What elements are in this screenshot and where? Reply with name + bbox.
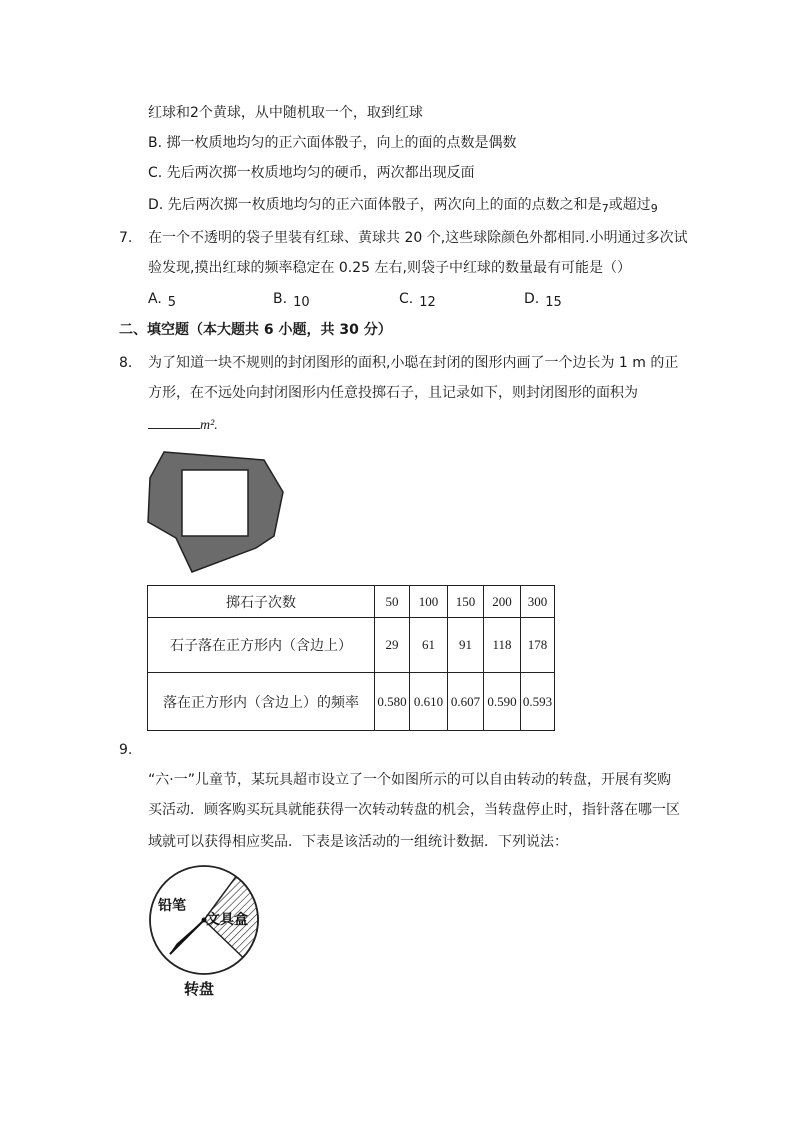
- inner-square: [182, 470, 248, 536]
- q6-option-c: C. 先后两次掷一枚质地均匀的硬币，两次都出现反面: [148, 165, 475, 181]
- q7-line1: 在一个不透明的袋子里装有红球、黄球共 20 个,这些球除颜色外都相同.小明通过多次试: [148, 230, 688, 246]
- q7-option-c-value: 12: [419, 295, 436, 310]
- q7-number: 7.: [119, 230, 133, 246]
- q7-option-a-label: A.: [148, 291, 162, 307]
- table-cell: 118: [484, 618, 521, 673]
- spinner-caption: 转盘: [184, 980, 215, 998]
- q7-option-b-label: B.: [273, 291, 288, 307]
- q7-option-a-value: 5: [167, 295, 177, 310]
- q7-option-d[interactable]: [524, 289, 562, 310]
- q9-line2: 买活动．顾客购买玩具就能获得一次转动转盘的机会，当转盘停止时，指针落在哪一区: [148, 802, 680, 818]
- q7-option-d-value: 15: [545, 295, 562, 310]
- q9-line1: “六·一”儿童节，某玩具超市设立了一个如图所示的可以自由转动的转盘，开展有奖购: [148, 772, 671, 788]
- q7-line2: 验发现,摸出红球的频率稳定在 0.25 左右,则袋子中红球的数量最有可能是（）: [148, 260, 631, 276]
- q7-option-a[interactable]: [148, 289, 176, 310]
- irregular-shape-figure: [146, 448, 286, 576]
- q6-option-d-or: 或超过: [608, 197, 651, 213]
- q6-option-a-continued: 红球和2个黄球，从中随机取一个，取到红球: [148, 105, 423, 121]
- table-row: [148, 618, 555, 673]
- table-row-label: 掷石子次数: [148, 586, 375, 618]
- q8-line1: 为了知道一块不规则的封闭图形的面积,小聪在封闭的图形内画了一个边长为 1 m 的正: [148, 355, 679, 371]
- table-cell: 0.593: [521, 673, 555, 731]
- table-cell: 150: [448, 586, 484, 618]
- q9-line3: 域就可以获得相应奖品．下表是该活动的一组统计数据．下列说法：: [148, 834, 568, 850]
- q8-answer-line: [148, 414, 218, 436]
- q6-option-d-num2: 9: [650, 202, 658, 215]
- table-cell: 0.580: [375, 673, 410, 731]
- table-row-label: 石子落在正方形内（含边上）: [148, 618, 375, 673]
- table-row: [148, 586, 555, 618]
- spinner-label-box: 文具盒: [206, 912, 248, 928]
- q9-number: 9.: [119, 742, 133, 758]
- q8-frequency-table: [147, 585, 555, 731]
- spinner-label-pencil: 铅笔: [158, 898, 186, 914]
- table-cell: 29: [375, 618, 410, 673]
- table-cell: 61: [410, 618, 448, 673]
- q6-option-d-num1: 7: [601, 202, 609, 215]
- q6-option-d: [148, 195, 658, 216]
- table-cell: 91: [448, 618, 484, 673]
- q7-option-c[interactable]: [399, 289, 436, 310]
- table-row: [148, 673, 555, 731]
- table-cell: 100: [410, 586, 448, 618]
- table-cell: 0.607: [448, 673, 484, 731]
- table-cell: 300: [521, 586, 555, 618]
- table-cell: 50: [375, 586, 410, 618]
- table-row-label: 落在正方形内（含边上）的频率: [148, 673, 375, 731]
- q6-option-d-text: D. 先后两次掷一枚质地均匀的正六面体骰子，两次向上的面的点数之和是: [148, 197, 602, 213]
- q8-unit: m².: [200, 418, 218, 433]
- q8-line2: 方形，在不远处向封闭图形内任意投掷石子，且记录如下，则封闭图形的面积为: [148, 385, 638, 401]
- q7-option-b[interactable]: [273, 289, 310, 310]
- spinner-figure: [144, 864, 284, 1004]
- table-cell: 0.610: [410, 673, 448, 731]
- q8-number: 8.: [119, 355, 133, 371]
- table-cell: 178: [521, 618, 555, 673]
- q7-option-b-value: 10: [293, 295, 310, 310]
- q7-option-c-label: C.: [399, 291, 414, 307]
- table-cell: 0.590: [484, 673, 521, 731]
- q8-answer-blank[interactable]: [148, 414, 200, 429]
- q7-option-d-label: D.: [524, 291, 540, 307]
- table-cell: 200: [484, 586, 521, 618]
- section-title-fill-in: 二、填空题（本大题共 6 小题，共 30 分）: [119, 322, 392, 338]
- q6-option-b: B. 掷一枚质地均匀的正六面体骰子，向上的面的点数是偶数: [148, 135, 517, 151]
